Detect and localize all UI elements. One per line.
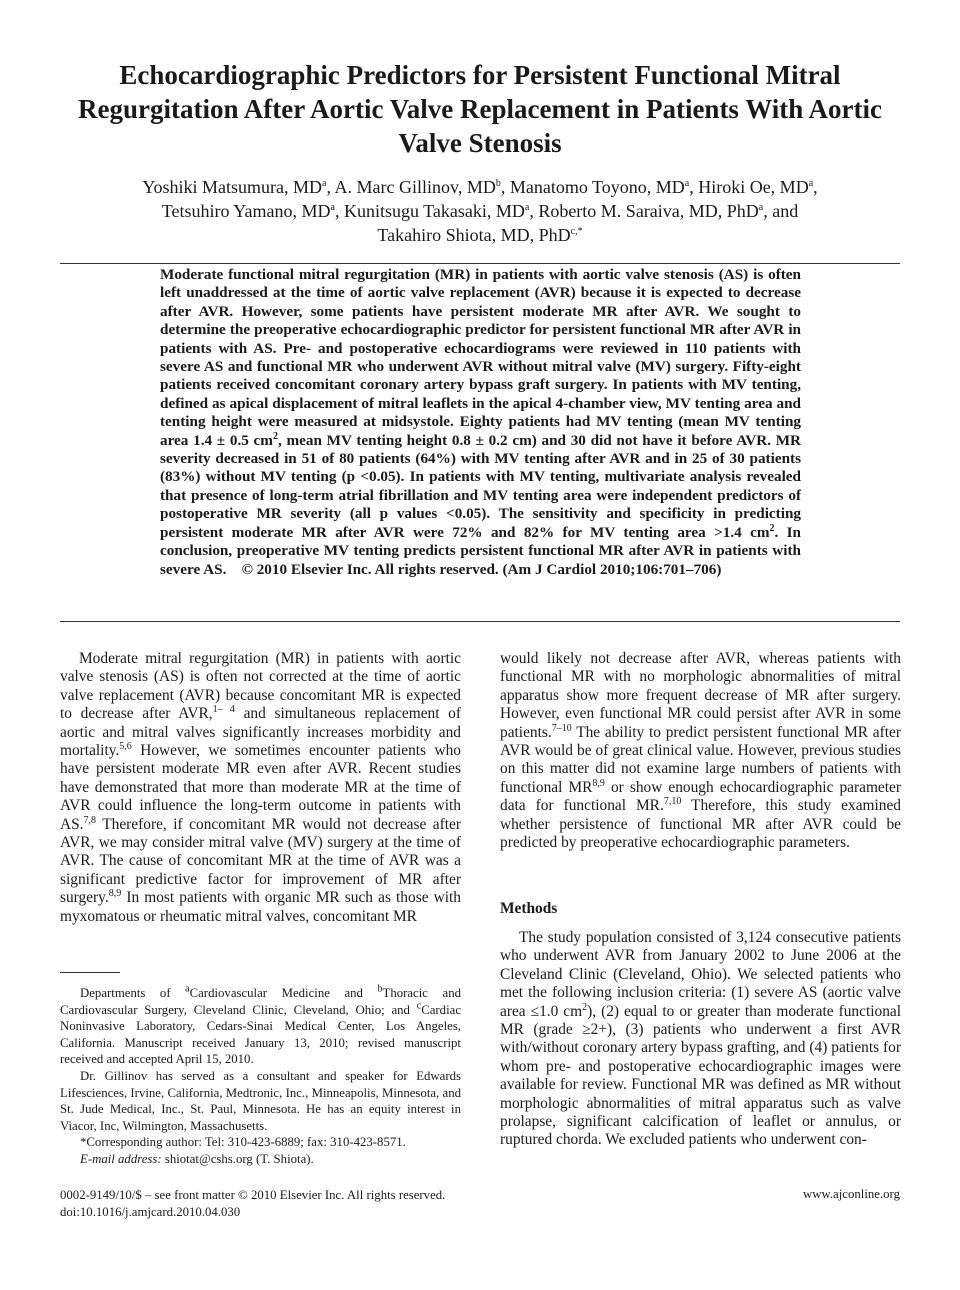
author-affiliation: a: [808, 178, 814, 189]
intro-split-right: would likely not decrease after AVR, whereas patients with functional MR with no morphologic abnormalities of mitral apparatus show more frequent decrease of MR after surgery. However, even functional MR could persist after AVR in some patients.: [500, 650, 901, 741]
ref: 7,10: [663, 796, 682, 808]
ref: 8,9: [592, 777, 605, 789]
ref: 8,9: [108, 888, 122, 900]
ref: 7,8: [83, 814, 97, 826]
author-name: Tetsuhiro Yamano, MD: [161, 201, 331, 221]
intro-column-right: [500, 650, 901, 852]
intro-column-left: [60, 650, 461, 926]
abstract-bottom-rule: [60, 621, 900, 622]
author-affiliation: a: [322, 178, 327, 189]
journal-website[interactable]: www.ajconline.org: [802, 1187, 900, 1201]
intro-split-left: In most patients with organic MR such as those with myxomatous or rheumatic mitral valves, concomitant MR: [60, 889, 461, 925]
author-name: Takahiro Shiota, MD, PhD: [377, 225, 571, 245]
intro-continuation: would likely not decrease after AVR, whereas patients with functional MR with no morphologic abnormalities of mitral apparatus show more frequent decrease of MR after surgery. However, even functional MR could persist after AVR in some patients.$^{7-10}$ The ability to predict persistent functional MR after AVR would be of great clinical value. However, previous studies on this matter did not examine large numbers of patients with functional MR$^{8,9}$ or show enough echocardiographic parameter data for functional MR.$^{7,10}$ Therefore, this study examined whether persistence of functional MR after AVR could be predicted by preoperative echocardiographic parameters.: [500, 650, 901, 852]
author-name: Hiroki Oe, MD: [698, 177, 809, 197]
email-link[interactable]: shiotat@cshs.org: [164, 1151, 253, 1166]
citation: (Am J Cardiol 2010;106:701–706): [502, 560, 722, 578]
ref: 1– 4: [212, 704, 235, 716]
doi-line[interactable]: doi:10.1016/j.amjcard.2010.04.030: [60, 1205, 241, 1219]
corresponding-note: *Corresponding author: Tel: 310-423-6889; fax: 310-423-8571.: [80, 1135, 406, 1150]
methods-body: [500, 929, 901, 1150]
author-name: Kunitsugu Takasaki, MD: [343, 201, 525, 221]
author-affiliation: a: [758, 202, 764, 213]
methods-paragraph: The study population consisted of 3,124 consecutive patients who underwent AVR from January 2002 to June 2006 at the Cleveland Clinic (Cleveland, Ohio). We selected patients who met the following inclusion criteria: (1) severe AS (aortic valve area ≤1.0 $cm^2$), (2) equal to or greater than moderate functional MR (grade ≥2+), (3) patients who underwent a first AVR with/without coronary artery bypass grafting, and (4) patients for whom pre- and postoperative echocardiographic images were available for review. Functional MR was defined as MR without morphologic abnormalities of mitral apparatus such as valve prolapse, significant calcification of leaflet or annulus, or ruptured chorda. We excluded patients who underwent con-: [500, 929, 901, 1149]
author-affiliation: a: [684, 178, 690, 189]
article-title: Echocardiographic Predictors for Persistent Functional Mitral Regurgitation After Aortic Valve Replacement in Patients With Aortic Valve Stenosis: [78, 60, 882, 158]
footnote-rule: [60, 972, 120, 973]
author-affiliation: b: [495, 178, 501, 189]
methods-heading: Methods: [500, 900, 558, 917]
author-name: A. Marc Gillinov, MD: [334, 177, 496, 197]
author-affiliation: a: [524, 202, 530, 213]
email-note: E-mail address: shiotat@cshs.org (T. Shiota).: [80, 1151, 314, 1166]
disclosure-note: Dr. Gillinov has served as a consultant and speaker for Edwards Lifesciences, Irvine, California, Medtronic, Inc., Minneapolis, Minnesota, and St. Jude Medical, Inc., St. Paul, Minnesota. He has an equity interest in Viacor, Inc, Wilmington, Massachusetts.: [60, 1068, 461, 1133]
issn-line: 0002-9149/10/$ – see front matter © 2010 Elsevier Inc. All rights reserved.: [60, 1188, 446, 1202]
footnotes: [60, 985, 461, 1168]
ref: 5,6: [119, 740, 132, 752]
author-affiliation: a: [330, 202, 335, 213]
author-name: Roberto M. Saraiva, MD, PhD: [538, 201, 759, 221]
affiliations-note: Departments of $^a$Cardiovascular Medicine and $^b$Thoracic and Cardiovascular Surgery, Cleveland Clinic, Cleveland, Ohio; and $^c$Cardiac Noninvasive Laboratory, Cedars-Sinai Medical Center, Los Angeles, California. Manuscript received January 13, 2010; revised manuscript received and accepted April 15, 2010.: [60, 983, 461, 1067]
abstract-top-rule: [60, 263, 900, 264]
copyright: © 2010 Elsevier Inc. All rights reserved.: [241, 560, 499, 578]
intro-paragraph: Moderate mitral regurgitation (MR) in patients with aortic valve stenosis (AS) is often not corrected at the time of aortic valve replacement (AVR) because concomitant MR is expected to decrease after AVR,$^{1- 4}$ and simultaneous replacement of aortic and mitral valves significantly increases morbidity and mortality.$^{5,6}$ However, we sometimes encounter patients who have persistent moderate MR even after AVR. Recent studies have demonstrated that more than moderate MR at the time of AVR could influence the long-term outcome in patients with AS.$^{7,8}$ Therefore, if concomitant MR would not decrease after AVR, we may consider mitral valve (MV) surgery at the time of AVR. The cause of concomitant MR at the time of AVR was a significant predictive factor for improvement of MR after surgery.$^{8,9}$ In most patients with organic MR such as those with myxomatous or rheumatic mitral valves, concomitant MR: [60, 650, 461, 925]
ref: 7–10: [551, 722, 572, 734]
author-affiliation: c,*: [570, 226, 583, 237]
author-name: Manatomo Toyono, MD: [509, 177, 685, 197]
author-list: Yoshiki Matsumura, $MD^a$, A. Marc Gillinov, $MD^b$, Manatomo Toyono, $MD^a$, Hiroki Oe, $MD^a$, Tetsuhiro Yamano, $MD^a$, Kunitsugu Takasaki, $MD^a$, Roberto M. Saraiva, MD, PhD$^a$, and Takahiro Shiota, MD, PhD$^{c,*}$: [142, 177, 818, 245]
author-name: Yoshiki Matsumura, MD: [142, 177, 323, 197]
footer-left: [60, 1187, 445, 1221]
abstract: Moderate functional mitral regurgitation (MR) in patients with aortic valve stenosis (AS) is often left unaddressed at the time of aortic valve replacement (AVR) because it is expected to decrease after AVR. However, some patients have persistent moderate MR after AVR. We sought to determine the preoperative echocardiographic predictor for persistent functional MR after AVR in patients with AS. Pre- and postoperative echocardiograms were reviewed in 110 patients with severe AS and functional MR who underwent AVR without mitral valve (MV) surgery. Fifty-eight patients received concomitant coronary artery bypass graft surgery. In patients with MV tenting, defined as apical displacement of mitral leaflets in the apical 4-chamber view, MV tenting area and tenting height were measured at midsystole. Eighty patients had MV tenting (mean MV tenting area 1.4 ± 0.5 $cm^2$, mean MV tenting height 0.8 ± 0.2 cm) and 30 did not have it before AVR. MR severity decreased in 51 of 80 patients (64%) with MV tenting after AVR and in 25 of 30 patients (83%) without MV tenting (p <0.05). In patients with MV tenting, multivariate analysis revealed that presence of long-term atrial fibrillation and MV tenting area were independent predictors of postoperative MR severity (all p values <0.05). The sensitivity and specificity in predicting persistent moderate MR after AVR were 72% and 82% for MV tenting area >1.4 $cm^2$. In conclusion, preoperative MV tenting predicts persistent functional MR after AVR in patients with severe AS. © 2010 Elsevier Inc. All rights reserved. (Am J Cardiol 2010;106:701–706): [160, 266, 802, 578]
